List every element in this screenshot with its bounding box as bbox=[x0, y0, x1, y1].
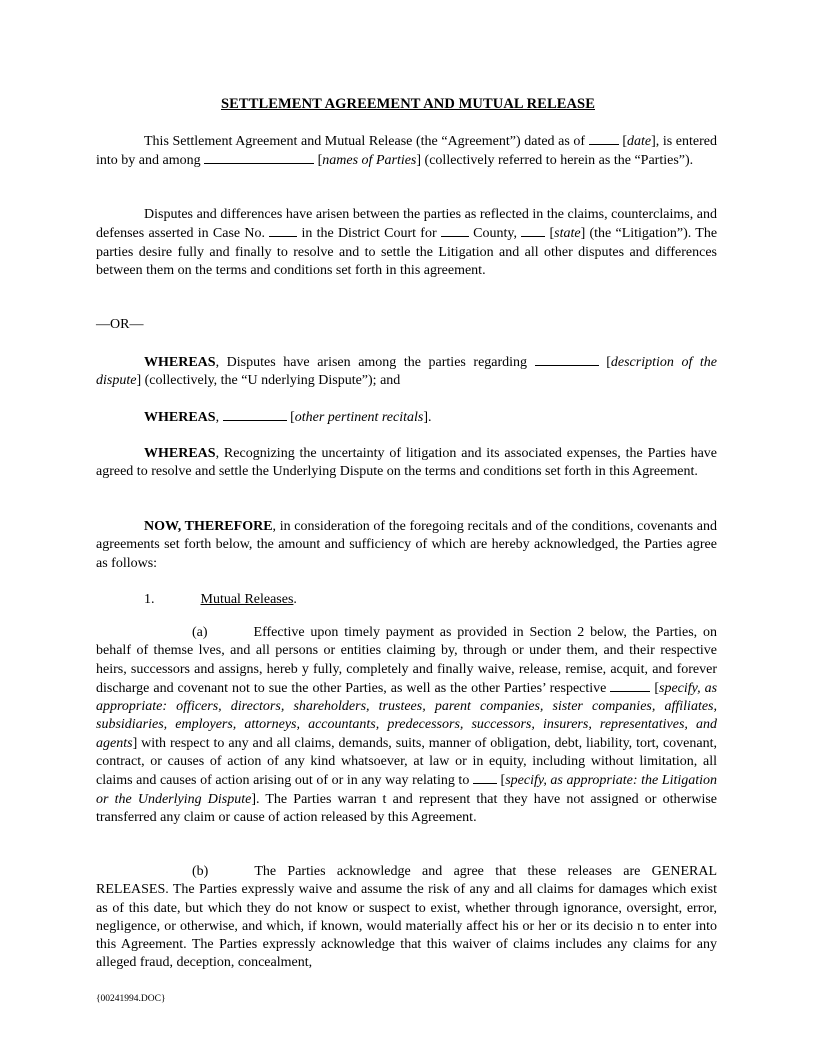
text-run: [ bbox=[549, 226, 555, 242]
text-run: NOW, THEREFORE bbox=[144, 519, 273, 534]
text-run: [ bbox=[606, 355, 611, 370]
text-run: names of Parties bbox=[322, 153, 417, 169]
text-run: , Disputes have arisen among the parties regarding bbox=[215, 355, 528, 370]
text-run: [ bbox=[500, 773, 506, 789]
blank-line bbox=[610, 679, 650, 692]
blank-line bbox=[589, 132, 619, 145]
now-therefore-paragraph bbox=[96, 518, 717, 573]
text-run: ] (collectively referred to herein as the “Parties”). bbox=[416, 153, 694, 169]
text-run: WHEREAS bbox=[144, 355, 216, 370]
text-run: ] (the “Litigation”). The parties desire fully and finally to resolve and to settle the Litigation and all other disputes and differences between them on the terms and conditions set forth in this agreement. bbox=[96, 226, 718, 278]
subsection-a-paragraph bbox=[96, 624, 717, 827]
blank-line bbox=[204, 151, 314, 164]
section-heading: Mutual Releases bbox=[200, 592, 294, 607]
disputes-paragraph bbox=[96, 206, 717, 280]
text-run: , bbox=[215, 410, 220, 425]
text-run: state bbox=[554, 226, 581, 242]
whereas-paragraph-2 bbox=[96, 408, 717, 427]
text-run: ]. bbox=[423, 410, 432, 425]
text-run: ]. The Parties warran t and represent that they have not assigned or otherwise transferred any claim or cause of action released by this Agreement. bbox=[96, 791, 717, 825]
blank-line bbox=[521, 224, 545, 237]
subsection-b-paragraph bbox=[96, 863, 717, 973]
whereas-paragraph-1 bbox=[96, 353, 717, 391]
text-run: specify, as appropriate: officers, directors, shareholders, trustees, parent companies, sister companies, affiliates, subsidiaries, employers, attorneys, accountants, predecessors, successors, insurers, representatives, and agents bbox=[96, 680, 718, 751]
or-separator: —OR— bbox=[96, 317, 144, 332]
text-run: WHEREAS bbox=[144, 410, 216, 425]
text-run: date bbox=[626, 134, 652, 149]
blank-line bbox=[535, 353, 599, 366]
subsection-label: (b) bbox=[192, 864, 209, 879]
whereas-paragraph-3 bbox=[96, 445, 717, 482]
blank-line bbox=[223, 408, 287, 421]
text-run: description of the dispute bbox=[96, 355, 718, 389]
text-run: specify, as appropriate: the Litigation or the Underlying Dispute bbox=[96, 773, 718, 807]
blank-line bbox=[441, 224, 469, 237]
text-run: The Parties acknowledge and agree that these releases are GENERAL RELEASES. The Parties expressly waive and assume the risk of any and all claims for damages which exist as of this date, but which they do not know or suspect to exist, whether through ignorance, oversight, error, negligence, or otherwise, and which, if known, would materially affect his or her or its decisio n to enter into this Agreement. The Parties expressly acknowledge that this waiver of claims includes any claims for any alleged fraud, deception, concealment, bbox=[96, 864, 717, 971]
text-run: County, bbox=[473, 226, 517, 242]
text-run: other pertinent recitals bbox=[294, 410, 424, 425]
document-footer-id: {00241994.DOC} bbox=[96, 994, 166, 1004]
text-run: , Recognizing the uncertainty of litigation and its associated expenses, the Parties have agreed to resolve and settle the Underlying Dispute on the terms and conditions set forth in this Agreement. bbox=[96, 446, 717, 480]
text-run: [ bbox=[654, 680, 660, 696]
blank-line bbox=[269, 224, 297, 237]
text-run: ], is entered into by and among bbox=[96, 134, 717, 169]
document-title: SETTLEMENT AGREEMENT AND MUTUAL RELEASE bbox=[220, 96, 595, 112]
text-run: ] with respect to any and all claims, demands, suits, manner of obligation, debt, liability, tort, covenant, contract, or causes of action of any kind whatsoever, at law or in equity, including without limitation, all claims and causes of action arising out of or in any way relating to bbox=[96, 735, 717, 789]
text-run: ] (collectively, the “U nderlying Dispute”); and bbox=[136, 373, 401, 389]
text-run: This Settlement Agreement and Mutual Release (the “Agreement”) dated as of bbox=[144, 134, 586, 149]
text-run: Effective upon timely payment as provided in Section 2 below, the Parties, on behalf of themse lves, and all persons or entities claiming by, through or under them, and their respective heirs, successors and assigns, hereb y fully, completely and finally waive, release, remise, acquit, and forever discharge and covenant not to sue the other Parties, as well as the other Parties’ respective bbox=[96, 625, 717, 696]
text-run: . bbox=[293, 592, 297, 607]
section-number: 1. bbox=[144, 592, 155, 607]
text-run: [ bbox=[290, 410, 295, 425]
text-run: in the District Court for bbox=[301, 226, 437, 242]
text-run: [ bbox=[622, 134, 627, 149]
text-run: WHEREAS bbox=[144, 446, 216, 461]
blank-line bbox=[473, 771, 497, 784]
subsection-label: (a) bbox=[192, 625, 208, 640]
intro-paragraph bbox=[96, 132, 717, 171]
text-run: Disputes and differences have arisen between the parties as reflected in the claims, counterclaims, and defenses asserted in Case No. bbox=[96, 207, 717, 242]
section-1-heading bbox=[96, 591, 717, 609]
text-run: , in consideration of the foregoing recitals and of the conditions, covenants and agreements set forth below, the amount and sufficiency of which are hereby acknowledged, the Parties agree as follows: bbox=[96, 519, 717, 571]
text-run: [ bbox=[317, 153, 323, 169]
